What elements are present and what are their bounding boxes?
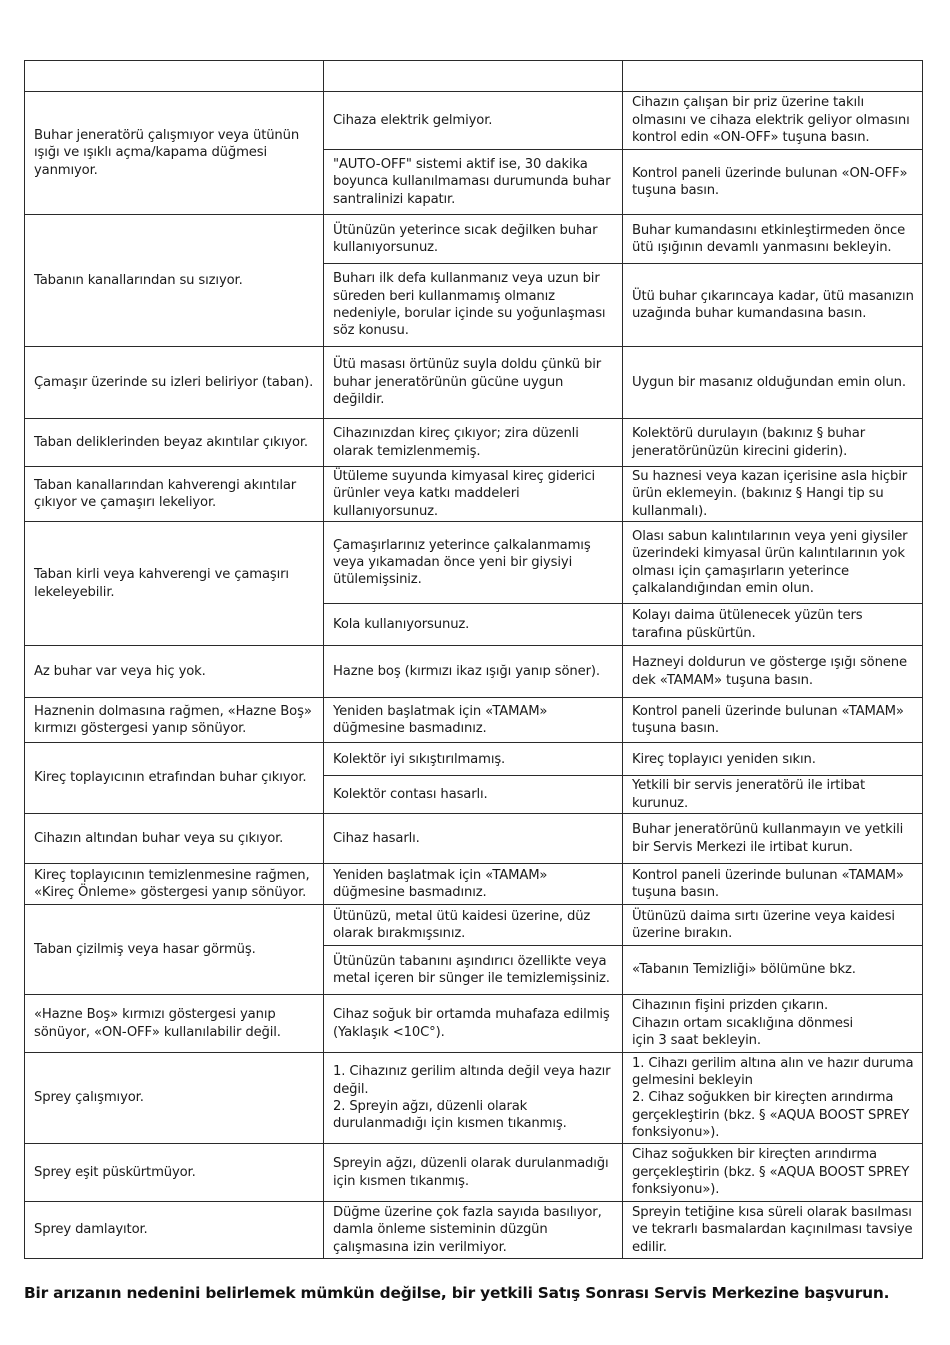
- cause-cell: Cihazınızdan kireç çıkıyor; zira düzenli olarak temizlenmemiş.: [324, 419, 623, 467]
- table-row: [25, 646, 923, 698]
- solution-cell: Yetkili bir servis jeneratörü ile irtibat kurunuz.: [623, 776, 923, 814]
- problem-cell: Taban çizilmiş veya hasar görmüş.: [25, 905, 324, 995]
- table-row: [25, 743, 923, 776]
- problem-cell: Taban deliklerinden beyaz akıntılar çıkıyor.: [25, 419, 324, 467]
- problem-cell: Kireç toplayıcının etrafından buhar çıkıyor.: [25, 743, 324, 814]
- cause-cell: Ütünüzün tabanını aşındırıcı özellikte veya metal içeren bir sünger ile temizlemişsiniz.: [324, 946, 623, 995]
- problem-cell: Sprey eşit püskürtmüyor.: [25, 1144, 324, 1202]
- solution-cell: Ütünüzü daima sırtı üzerine veya kaidesi üzerine bırakın.: [623, 905, 923, 946]
- problem-cell: Taban kirli veya kahverengi ve çamaşırı lekeleyebilir.: [25, 522, 324, 646]
- problem-cell: Haznenin dolmasına rağmen, «Hazne Boş» kırmızı göstergesi yanıp sönüyor.: [25, 698, 324, 743]
- cause-cell: Spreyin ağzı, düzenli olarak durulanmadığı için kısmen tıkanmış.: [324, 1144, 623, 1202]
- solution-cell: Olası sabun kalıntılarının veya yeni giysiler üzerindeki kimyasal ürün kalıntılarının yok olması için çamaşırların yeterince çalkalandığından emin olun.: [623, 522, 923, 604]
- cause-cell: Cihaz soğuk bir ortamda muhafaza edilmiş (Yaklaşık <10C°).: [324, 995, 623, 1053]
- table-row: [25, 905, 923, 946]
- solution-cell: Ütü buhar çıkarıncaya kadar, ütü masanızın uzağında buhar kumandasına basın.: [623, 264, 923, 347]
- table-row: [25, 1053, 923, 1144]
- solution-cell: Cihaz soğukken bir kireçten arındırma gerçekleştirin (bkz. § «AQUA BOOST SPREY fonksiyonu»).: [623, 1144, 923, 1202]
- solution-cell: Spreyin tetiğine kısa süreli olarak basılması ve tekrarlı basmalardan kaçınılması tavsiye edilir.: [623, 1202, 923, 1259]
- cause-cell: Yeniden başlatmak için «TAMAM» düğmesine basmadınız.: [324, 864, 623, 905]
- table-row: [25, 995, 923, 1053]
- problem-cell: Sprey damlayıtor.: [25, 1202, 324, 1259]
- problem-cell: Çamaşır üzerinde su izleri beliriyor (taban).: [25, 347, 324, 419]
- table-row: [25, 698, 923, 743]
- solution-cell: Kolayı daima ütülenecek yüzün ters tarafına püskürtün.: [623, 604, 923, 646]
- table-row: [25, 92, 923, 150]
- solution-cell: Su haznesi veya kazan içerisine asla hiçbir ürün eklemeyin. (bakınız § Hangi tip su kullanmalı).: [623, 467, 923, 522]
- problem-cell: Sprey çalışmıyor.: [25, 1053, 324, 1144]
- cause-cell: Cihaza elektrik gelmiyor.: [324, 92, 623, 150]
- solution-cell: Hazneyi doldurun ve gösterge ışığı sönene dek «TAMAM» tuşuna basın.: [623, 646, 923, 698]
- cause-cell: Ütü masası örtünüz suyla doldu çünkü bir buhar jeneratörünün gücüne uygun değildir.: [324, 347, 623, 419]
- problem-cell: Az buhar var veya hiç yok.: [25, 646, 324, 698]
- table-row: [25, 347, 923, 419]
- problem-cell: Cihazın altından buhar veya su çıkıyor.: [25, 814, 324, 864]
- solution-cell: Cihazının fişini prizden çıkarın. Cihazın ortam sıcaklığına dönmesi için 3 saat bekleyin.: [623, 995, 923, 1053]
- table-row: [25, 215, 923, 264]
- solution-cell: Cihazın çalışan bir priz üzerine takılı olmasını ve cihaza elektrik geliyor olmasını kontrol edin «ON-OFF» tuşuna basın.: [623, 92, 923, 150]
- service-center-note: Bir arızanın nedenini belirlemek mümkün değilse, bir yetkili Satış Sonrası Servis Merkezine başvurun.: [24, 1284, 890, 1302]
- header-cause-cell: [324, 61, 623, 92]
- table-row: [25, 814, 923, 864]
- solution-cell: 1. Cihazı gerilim altına alın ve hazır duruma gelmesini bekleyin 2. Cihaz soğukken bir kireçten arındırma gerçekleştirin (bkz. § «AQUA BOOST SPREY fonksiyonu»).: [623, 1053, 923, 1144]
- cause-cell: "AUTO-OFF" sistemi aktif ise, 30 dakika boyunca kullanılmaması durumunda buhar santralinizi kapatır.: [324, 150, 623, 215]
- cause-cell: Kolektör contası hasarlı.: [324, 776, 623, 814]
- table-row: [25, 1144, 923, 1202]
- solution-cell: Kontrol paneli üzerinde bulunan «TAMAM» tuşuna basın.: [623, 698, 923, 743]
- solution-cell: Uygun bir masanız olduğundan emin olun.: [623, 347, 923, 419]
- cause-cell: Ütüleme suyunda kimyasal kireç giderici ürünler veya katkı maddeleri kullanıyorsunuz.: [324, 467, 623, 522]
- solution-cell: Buhar jeneratörünü kullanmayın ve yetkili bir Servis Merkezi ile irtibat kurun.: [623, 814, 923, 864]
- cause-cell: Hazne boş (kırmızı ikaz ışığı yanıp söner).: [324, 646, 623, 698]
- table-header-row: [25, 61, 923, 92]
- cause-cell: Ütünüzün yeterince sıcak değilken buhar kullanıyorsunuz.: [324, 215, 623, 264]
- cause-cell: Yeniden başlatmak için «TAMAM» düğmesine basmadınız.: [324, 698, 623, 743]
- table-row: [25, 1202, 923, 1259]
- problem-cell: Buhar jeneratörü çalışmıyor veya ütünün ışığı ve ışıklı açma/kapama düğmesi yanmıyor.: [25, 92, 324, 215]
- cause-cell: Buharı ilk defa kullanmanız veya uzun bir süreden beri kullanmamış olmanız nedeniyle, borular içinde su yoğunlaşması söz konusu.: [324, 264, 623, 347]
- cause-cell: 1. Cihazınız gerilim altında değil veya hazır değil. 2. Spreyin ağzı, düzenli olarak durulanmadığı için kısmen tıkanmış.: [324, 1053, 623, 1144]
- cause-cell: Kolektör iyi sıkıştırılmamış.: [324, 743, 623, 776]
- problem-cell: Kireç toplayıcının temizlenmesine rağmen, «Kireç Önleme» göstergesi yanıp sönüyor.: [25, 864, 324, 905]
- problem-cell: Tabanın kanallarından su sızıyor.: [25, 215, 324, 347]
- problem-cell: Taban kanallarından kahverengi akıntılar çıkıyor ve çamaşırı lekeliyor.: [25, 467, 324, 522]
- solution-cell: Kontrol paneli üzerinde bulunan «TAMAM» tuşuna basın.: [623, 864, 923, 905]
- cause-cell: Düğme üzerine çok fazla sayıda basılıyor, damla önleme sisteminin düzgün çalışmasına izin verilmiyor.: [324, 1202, 623, 1259]
- troubleshooting-table-body: [25, 61, 923, 1259]
- solution-cell: Kontrol paneli üzerinde bulunan «ON-OFF» tuşuna basın.: [623, 150, 923, 215]
- table-row: [25, 467, 923, 522]
- solution-cell: Buhar kumandasını etkinleştirmeden önce ütü ışığının devamlı yanmasını bekleyin.: [623, 215, 923, 264]
- header-problem-cell: [25, 61, 324, 92]
- table-row: [25, 419, 923, 467]
- solution-cell: Kireç toplayıcı yeniden sıkın.: [623, 743, 923, 776]
- cause-cell: Ütünüzü, metal ütü kaidesi üzerine, düz olarak bırakmışsınız.: [324, 905, 623, 946]
- troubleshooting-table: [24, 60, 923, 1259]
- problem-cell: «Hazne Boş» kırmızı göstergesi yanıp sönüyor, «ON-OFF» kullanılabilir değil.: [25, 995, 324, 1053]
- cause-cell: Cihaz hasarlı.: [324, 814, 623, 864]
- table-row: [25, 864, 923, 905]
- solution-cell: «Tabanın Temizliği» bölümüne bkz.: [623, 946, 923, 995]
- solution-cell: Kolektörü durulayın (bakınız § buhar jeneratörünüzün kirecini giderin).: [623, 419, 923, 467]
- header-solution-cell: [623, 61, 923, 92]
- cause-cell: Kola kullanıyorsunuz.: [324, 604, 623, 646]
- cause-cell: Çamaşırlarınız yeterince çalkalanmamış veya yıkamadan önce yeni bir giysiyi ütülemişsiniz.: [324, 522, 623, 604]
- table-row: [25, 522, 923, 604]
